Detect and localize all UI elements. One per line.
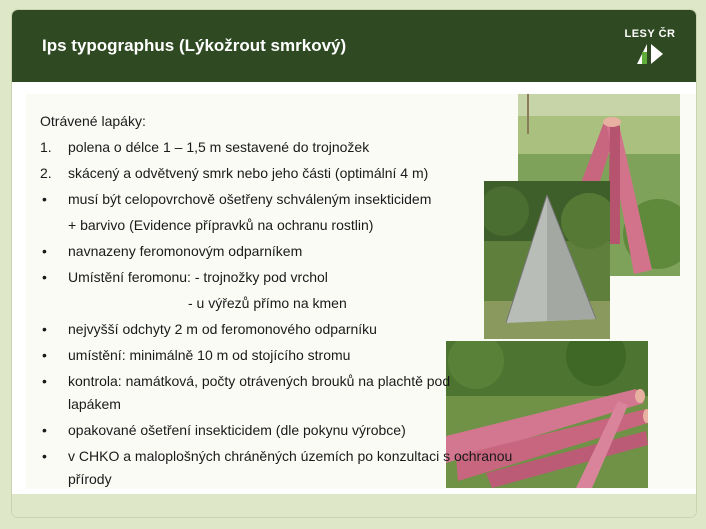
list-marker: • [42, 422, 47, 438]
slide-frame [12, 10, 696, 517]
photo-net-tripod [484, 181, 610, 339]
photo-log-pile-image [446, 341, 648, 488]
list-marker: • [42, 269, 47, 285]
list-item: polena o délce 1 – 1,5 m sestavené do trojnožek [68, 139, 370, 155]
list-item: - u výřezů přímo na kmen [188, 295, 347, 311]
list-item: nejvyšší odchyty 2 m od feromonového odparníku [68, 321, 377, 337]
list-marker: 2. [40, 165, 52, 181]
list-marker: • [42, 347, 47, 363]
slide-header [12, 10, 696, 82]
list-item: kontrola: namátková, počty otrávených brouků na plachtě pod [68, 373, 451, 389]
list-item: v CHKO a maloplošných chráněných územích po konzultaci s ochranou [68, 448, 513, 464]
photo-log-pile [446, 341, 648, 488]
list-item: + barvivo (Evidence přípravků na ochranu rostlin) [68, 217, 374, 233]
list-item: musí být celopovrchově ošetřeny schváleným insekticidem [68, 191, 432, 207]
list-marker: 1. [40, 139, 52, 155]
logo-text: LESY ČR [624, 28, 676, 40]
list-marker: • [42, 191, 47, 207]
footer-bar [12, 494, 696, 517]
list-item: navnazeny feromonovým odparníkem [68, 243, 303, 259]
list-item: skácený a odvětvený smrk nebo jeho části (optimální 4 m) [68, 165, 429, 181]
list-item: opakované ošetření insekticidem (dle pokynu výrobce) [68, 422, 406, 438]
slide-title: Ips typographus (Lýkožrout smrkový) [42, 36, 347, 55]
list-marker: • [42, 448, 47, 464]
photo-net-tripod-image [484, 181, 610, 339]
list-item: Umístění feromonu: - trojnožky pod vrchol [68, 269, 328, 285]
content-heading: Otrávené lapáky: [40, 113, 146, 129]
list-item: umístění: minimálně 10 m od stojícího stromu [68, 347, 351, 363]
list-item: lapákem [68, 396, 121, 412]
list-marker: • [42, 243, 47, 259]
list-marker: • [42, 321, 47, 337]
logo-tree-icon [633, 44, 667, 64]
list-item: přírody [68, 471, 112, 487]
lesy-cr-logo [620, 28, 680, 68]
list-marker: • [42, 373, 47, 389]
